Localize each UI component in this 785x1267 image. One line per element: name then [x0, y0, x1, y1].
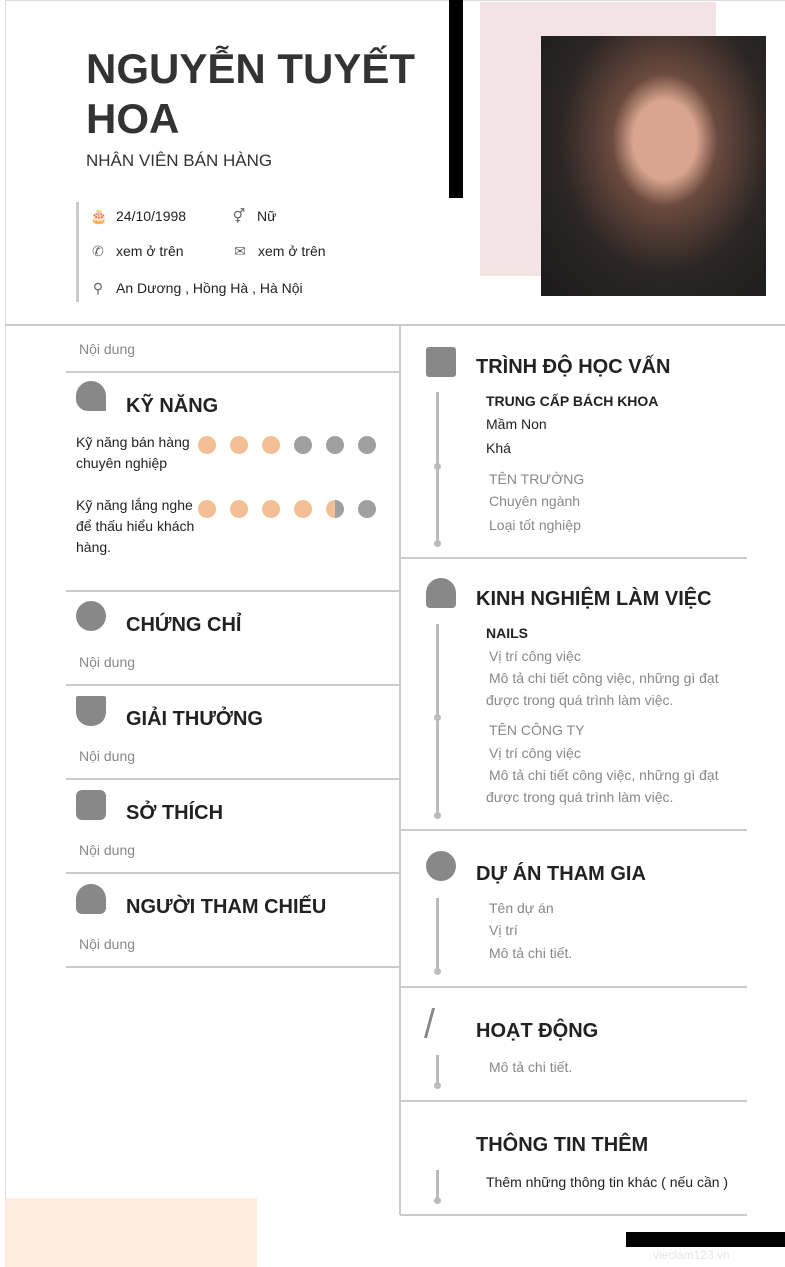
rating-dot — [198, 436, 216, 454]
skill-1-rating — [198, 436, 390, 459]
divider — [400, 829, 747, 831]
divider — [66, 966, 400, 968]
rating-dot — [326, 436, 344, 454]
team-icon — [426, 851, 456, 881]
divider — [66, 590, 400, 592]
steam-icon — [76, 790, 106, 820]
map-icon: ⚲ — [92, 280, 104, 296]
timeline-dot — [434, 714, 441, 721]
rating-dot — [262, 436, 280, 454]
decorative-black-bar — [449, 0, 463, 198]
grade: Khá — [486, 440, 511, 456]
timeline-dot — [434, 1082, 441, 1089]
activity-description: Mô tả chi tiết. — [489, 1059, 573, 1075]
skill-1-label: Kỹ năng bán hàng chuyên nghiệp — [76, 434, 190, 471]
cake-icon: 🎂 — [90, 208, 108, 224]
project-role: Vị trí — [489, 922, 518, 938]
rating-dot — [198, 500, 216, 518]
objective-content: Nội dung — [79, 341, 136, 357]
education-title: TRÌNH ĐỘ HỌC VẤN — [476, 356, 671, 378]
timeline-dot — [434, 463, 441, 470]
watermark: vieclam123.vn — [653, 1248, 730, 1262]
column-divider — [399, 325, 401, 1215]
position-2: Vị trí công việc — [489, 745, 581, 761]
skill-2-label: Kỹ năng lắng nghe để thấu hiểu khách hàng. — [76, 497, 195, 555]
birthday: 🎂 24/10/1998 — [90, 208, 187, 224]
rating-dot — [262, 500, 280, 518]
rating-dot — [294, 500, 312, 518]
divider — [66, 872, 400, 874]
hobbies-content: Nội dung — [79, 842, 136, 858]
decorative-peach-block — [5, 1198, 257, 1267]
additional-description: Thêm những thông tin khác ( nếu cần ) — [486, 1174, 729, 1190]
activities-title: HOẠT ĐỘNG — [476, 1020, 599, 1042]
rating-dot — [358, 500, 376, 518]
candidate-name: NGUYỄN TUYẾT HOA — [86, 45, 416, 142]
references-title: NGƯỜI THAM CHIẾU — [126, 896, 327, 918]
position: Vị trí công việc — [489, 648, 581, 664]
hobbies-title: SỞ THÍCH — [126, 802, 224, 824]
person-icon — [76, 884, 106, 914]
rating-dot — [230, 436, 248, 454]
company-name: NAILS — [486, 625, 528, 641]
major-2: Chuyên ngành — [489, 493, 581, 509]
skill-2-rating — [198, 500, 390, 523]
divider — [66, 371, 400, 373]
gender: ⚥ Nữ — [232, 208, 277, 224]
references-content: Nội dung — [79, 936, 136, 952]
grade-2: Loại tốt nghiệp — [489, 517, 581, 533]
rating-dot — [358, 436, 376, 454]
job-title: NHÂN VIÊN BÁN HÀNG — [86, 151, 273, 170]
school-name-2: TÊN TRƯỜNG — [489, 471, 585, 487]
profile-photo — [541, 36, 766, 296]
briefcase-icon — [426, 347, 456, 377]
awards-title: GIẢI THƯỞNG — [126, 708, 263, 730]
rating-dot — [294, 436, 312, 454]
experience-title: KINH NGHIỆM LÀM VIỆC — [476, 588, 712, 610]
project-name: Tên dự án — [489, 900, 554, 916]
decorative-black-strip — [626, 1232, 785, 1247]
divider — [400, 986, 747, 988]
email: ✉ xem ở trên — [232, 243, 326, 259]
divider — [66, 684, 400, 686]
project-description: Mô tả chi tiết. — [489, 945, 573, 961]
gender-icon: ⚥ — [232, 208, 246, 224]
header-divider — [5, 324, 785, 326]
job-description-2: Mô tả chi tiết công việc, những gì đạt được trong quá trình làm việc. — [486, 767, 719, 805]
timeline-dot — [434, 968, 441, 975]
divider — [400, 557, 747, 559]
envelope-icon: ✉ — [234, 243, 246, 259]
awards-content: Nội dung — [79, 748, 136, 764]
certificates-content: Nội dung — [79, 654, 136, 670]
projects-title: DỰ ÁN THAM GIA — [476, 863, 646, 885]
timeline-dot — [434, 812, 441, 819]
phone-icon: ✆ — [92, 243, 104, 259]
divider — [400, 1214, 747, 1216]
job-description: Mô tả chi tiết công việc, những gì đạt được trong quá trình làm việc. — [486, 670, 719, 708]
school-name: TRUNG CẤP BÁCH KHOA — [486, 393, 659, 409]
timeline-dot — [434, 1197, 441, 1204]
timeline — [436, 898, 439, 972]
certificate-icon — [76, 601, 106, 631]
timeline-dot — [434, 540, 441, 547]
trophy-icon — [76, 696, 106, 726]
skills-head-icon — [76, 381, 106, 411]
rating-dot — [326, 500, 344, 518]
major: Mầm Non — [486, 416, 547, 432]
info-divider — [76, 202, 79, 302]
timeline — [436, 1170, 439, 1200]
additional-title: THÔNG TIN THÊM — [476, 1134, 649, 1156]
worker-icon — [426, 578, 456, 608]
divider — [400, 1100, 747, 1102]
certificates-title: CHỨNG CHỈ — [126, 614, 242, 636]
address: ⚲ An Dương , Hồng Hà , Hà Nội — [90, 280, 303, 296]
timeline — [436, 1055, 439, 1085]
skills-title: KỸ NĂNG — [126, 395, 219, 417]
rating-dot — [230, 500, 248, 518]
phone: ✆ xem ở trên — [90, 243, 184, 259]
divider — [66, 778, 400, 780]
company-name-2: TÊN CÔNG TY — [489, 722, 585, 738]
